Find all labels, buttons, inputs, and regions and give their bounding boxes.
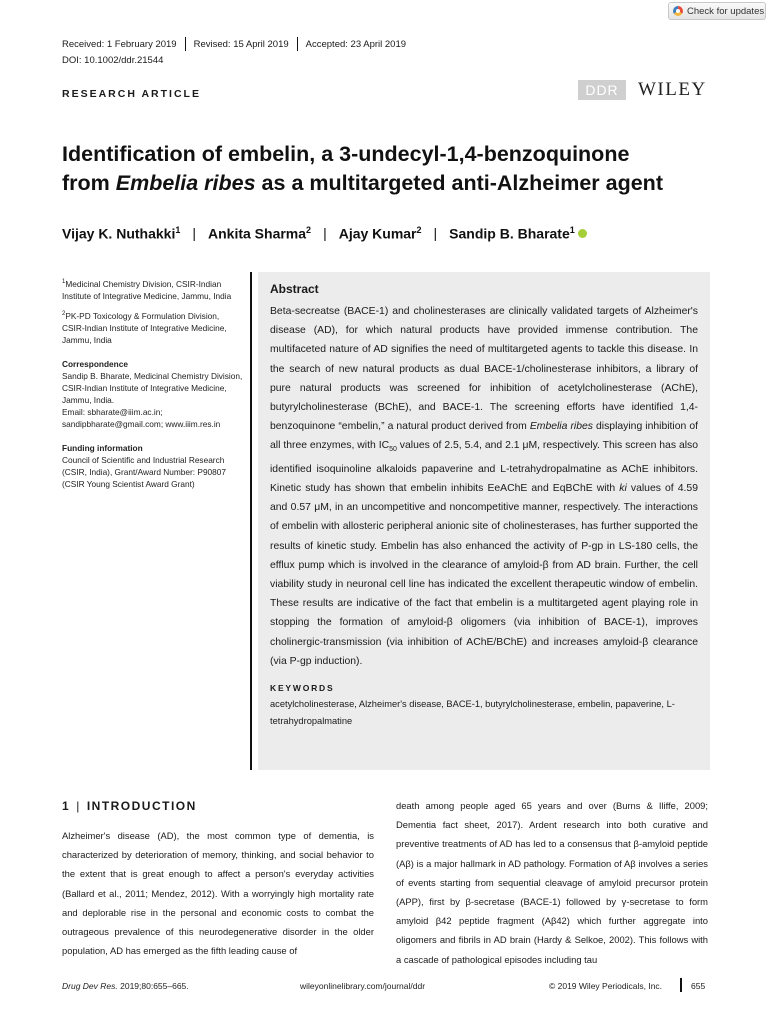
abstract-box [258, 272, 710, 770]
affiliations-column [62, 276, 244, 496]
footer-citation: Drug Dev Res. 2019;80:655–665. [62, 981, 189, 991]
abstract-heading: Abstract [270, 282, 319, 296]
correspondence-email[interactable]: Email: sbharate@iiim.ac.in; sandipbharate@gmail.com; www.iiim.res.in [62, 406, 221, 429]
author[interactable]: Ankita Sharma$^2$ [208, 225, 312, 242]
author[interactable]: Sandip B. Bharate$^1$ [449, 225, 575, 242]
accepted-date: Accepted: 23 April 2019 [305, 38, 407, 50]
title-line-2-pre: from [62, 171, 116, 195]
crossmark-icon [673, 6, 683, 16]
keywords-heading: KEYWORDS [270, 682, 335, 693]
title-species: Embelia ribes [115, 171, 256, 195]
revised-date: Revised: 15 April 2019 [193, 38, 289, 50]
column-divider [250, 272, 252, 770]
publisher-logo: WILEY [638, 79, 707, 100]
abstract-text: Beta-secreatse (BACE-1) and cholinesterases are clinically validated targets of Alzheimer's disease (AD), for which natural products have provided immense contribution. The multifaceted nature of AD signifies the need of multitargeted agents to tackle this disease. In the search of new natural products as dual BACE-1/cholinesterase inhibitors, a library of pure natural products was screened for inhibition of acetylcholinesterase (AChE), butyrylcholinesterase (BChE), and BACE-1. The screening efforts have identified 1,4-benzoquinone “embelin,” a natural product derived from Embelia ribes displaying inhibition of all three enzymes, with $IC_{50}$ values of 2.5, 5.4, and 2.1 μM, respectively. This screen has also identified isoquinoline alkaloids papaverine and L-tetrahydropalmatine as AChE inhibitors. Kinetic study has shown that embelin inhibits EeAChE and EqBChE with ki values of 4.59 and 0.57 μM, in an uncompetitive and noncompetitive manner, respectively. The interactions of embelin with allosteric peripheral anionic site of cholinesterases, has further supported the results of kinetic study. Embelin has also enhanced the activity of P-gp in LS-180 cells, the efflux pump which is involved in the clearance of amyloid-β from AD brain. Further, the cell viability study in neuronal cell line has indicated the excellent therapeutic window of embelin. These results are indicative of the fact that embelin is a multitargeted agent playing role in stopping the formation of amyloid-β oligomers (via inhibition of BACE-1), improves cholinergic-transmission (via inhibition of AChE/BChE) and increases amyloid-β clearance (via P-gp induction). [270, 306, 698, 667]
article-dates [62, 37, 406, 51]
divider [297, 37, 298, 51]
keywords-list: acetylcholinesterase, Alzheimer's disease, BACE-1, butyrylcholinesterase, embelin, papaverine, L-tetrahydropalmatine [270, 698, 675, 726]
received-date: Received: 1 February 2019 [62, 38, 177, 50]
article-type: RESEARCH ARTICLE [62, 88, 201, 100]
intro-column-1: Alzheimer's disease (AD), the most common type of dementia, is characterized by deterioration of memory, thinking, and social behavior to the extent that is great enough to affect a person's everyday activities (Ballard et al., 2011; Mendez, 2012). With a worryingly high mortality rate and deplorable rise in the personal and economic costs to combat the outrageous prevalence of this neurodegenerative disorder in the older population, AD has emerged as the fifth leading cause of [62, 830, 374, 957]
section-heading: 1 | INTRODUCTION [62, 799, 197, 813]
author-list [62, 225, 587, 242]
correspondence-text: Sandip B. Bharate, Medicinal Chemistry Division, CSIR-Indian Institute of Integrative Medicine, Jammu, India. [62, 370, 243, 405]
article-title [62, 140, 722, 198]
title-line-2-post: as a multitargeted anti-Alzheimer agent [255, 171, 663, 195]
footer-url[interactable]: wileyonlinelibrary.com/journal/ddr [300, 981, 426, 991]
check-for-updates-label: Check for updates [687, 5, 765, 17]
journal-logo: DDR [578, 80, 626, 100]
check-for-updates-button[interactable] [668, 2, 766, 20]
author[interactable]: Ajay Kumar$^2$ [338, 225, 422, 242]
footer-divider [680, 978, 682, 992]
page-number: 655 [691, 981, 706, 991]
author-separator: | [323, 225, 327, 241]
doi[interactable]: DOI: 10.1002/ddr.21544 [62, 55, 164, 66]
author-separator: | [433, 225, 438, 241]
funding-heading: Funding information [62, 442, 143, 453]
author[interactable]: Vijay K. Nuthakki$^1$ [62, 225, 181, 242]
author-separator: | [192, 225, 196, 241]
intro-column-2: death among people aged 65 years and over (Burns & Iliffe, 2009; Dementia fact sheet, 2017). Ardent research into both curative and preventive treatments of AD has led to a consensus that β-amyloid peptide (Aβ) is a major hallmark in AD pathology. Formation of Aβ involves a series of events starting from sequential cleavage of amyloid precursor protein (APP), first by β-secretase (BACE-1) followed by γ-secretase to form amyloid β42 peptide fragment (Aβ42) which further aggregate into oligomers and fibrils in AD brain (Hardy & Selkoe, 2002). This follows with a cascade of pathological episodes including tau [396, 800, 708, 965]
funding-text: Council of Scientific and Industrial Research (CSIR, India), Grant/Award Number: P90807 (CSIR Young Scientist Award Grant) [62, 454, 227, 489]
divider [185, 37, 186, 51]
correspondence-heading: Correspondence [62, 358, 128, 369]
orcid-icon[interactable] [578, 229, 587, 238]
footer-copyright: © 2019 Wiley Periodicals, Inc. [549, 981, 663, 991]
title-line-1: Identification of embelin, a 3-undecyl-1,4-benzoquinone [62, 142, 630, 166]
affiliation-2: $^2$PK-PD Toxicology & Formulation Division, CSIR-Indian Institute of Integrative Medicine, Jammu, India [62, 310, 227, 345]
affiliation-1: $^1$Medicinal Chemistry Division, CSIR-Indian Institute of Integrative Medicine, Jammu, India [62, 278, 232, 301]
